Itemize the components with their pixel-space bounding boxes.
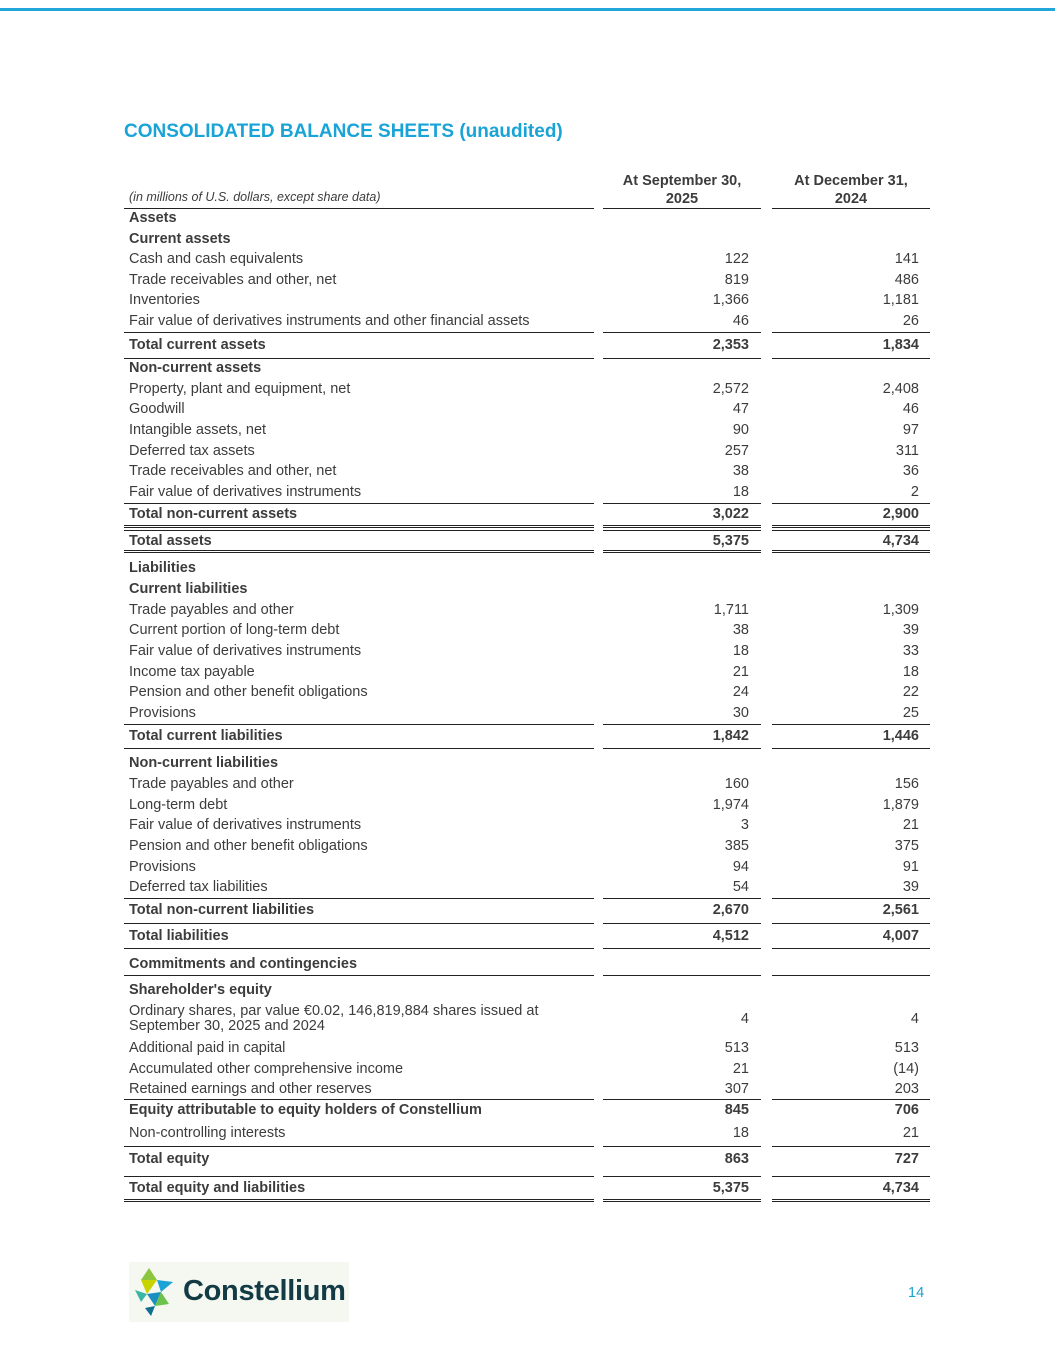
value-2024: 1,879 [882,797,919,813]
table-rule [124,1199,594,1202]
value-2025: 54 [732,879,749,895]
row-label: Trade payables and other [129,776,294,792]
table-rule [603,923,761,924]
value-2024: 1,446 [882,728,919,744]
table-rule [772,1199,930,1202]
value-2024: 203 [894,1081,919,1097]
row-label: Total equity and liabilities [129,1180,306,1196]
value-2025: 385 [724,838,749,854]
table-rule [124,525,594,528]
value-2024: 156 [894,776,919,792]
table-rule [603,975,761,976]
row-label: Total liabilities [129,928,229,944]
table-rule [772,724,930,725]
table-rule [124,748,594,749]
row-label: Total current assets [129,337,266,353]
value-2024: 1,181 [882,292,919,308]
value-2025: 4 [740,1011,749,1027]
value-2025: 94 [732,859,749,875]
page-title: CONSOLIDATED BALANCE SHEETS (unaudited) [124,121,563,142]
value-2024: 1,834 [882,337,919,353]
table-rule [603,503,761,504]
table-rule [603,1099,761,1100]
row-label: Pension and other benefit obligations [129,838,368,854]
value-2024: 25 [902,705,919,721]
row-label: Income tax payable [129,664,255,680]
table-rule [124,503,594,504]
value-2024: 18 [902,664,919,680]
table-rule [603,898,761,899]
column-header-dec-2024 [772,172,930,208]
table-rule [772,530,930,531]
row-label: Total assets [129,533,212,549]
value-2025: 307 [724,1081,749,1097]
row-label: Fair value of derivatives instruments [129,817,362,833]
table-rule [772,748,930,749]
value-2025: 21 [732,1061,749,1077]
table-rule [772,923,930,924]
value-2025: 38 [732,622,749,638]
value-2024: 2 [910,484,919,500]
value-2024: 4,734 [882,1180,919,1196]
row-label: Total non-current liabilities [129,902,315,918]
row-label: Provisions [129,859,196,875]
row-label: Provisions [129,705,196,721]
value-2025: 5,375 [712,533,749,549]
value-2024: 97 [902,422,919,438]
table-rule [124,975,594,976]
value-2024: 2,408 [882,381,919,397]
table-rule [603,525,761,528]
table-rule [772,525,930,528]
row-label: Current assets [129,231,231,247]
table-rule [603,1199,761,1202]
value-2025: 2,572 [712,381,749,397]
value-2024: 375 [894,838,919,854]
value-2024: 1,309 [882,602,919,618]
value-2024: 21 [902,1125,919,1141]
value-2024: 4,734 [882,533,919,549]
value-2024: 39 [902,622,919,638]
table-rule [772,1146,930,1147]
row-label: Non-controlling interests [129,1125,286,1141]
table-rule [603,530,761,531]
value-2025: 160 [724,776,749,792]
value-2025: 1,366 [712,292,749,308]
table-rule [772,550,930,553]
table-rule [603,332,761,333]
value-2025: 1,711 [713,602,749,618]
table-rule [772,898,930,899]
table-rule [124,1176,594,1177]
row-label: Non-current assets [129,360,262,376]
top-accent-rule [0,8,1055,11]
value-2024: 4 [910,1011,919,1027]
table-rule [772,1099,930,1100]
value-2025: 1,842 [712,728,749,744]
row-label: Current portion of long-term debt [129,622,340,638]
constellium-mark-icon [135,1268,179,1316]
row-label: Cash and cash equivalents [129,251,304,267]
value-2025: 47 [732,401,749,417]
value-2024: 513 [894,1040,919,1056]
value-2024: 141 [894,251,919,267]
value-2025: 863 [724,1151,749,1167]
row-label: Current liabilities [129,581,248,597]
value-2024: 36 [902,463,919,479]
value-2025: 30 [732,705,749,721]
value-2025: 90 [732,422,749,438]
value-2024: 46 [902,401,919,417]
table-rule [124,1146,594,1147]
table-rule [603,1176,761,1177]
row-label: Accumulated other comprehensive income [129,1061,404,1077]
row-label: Additional paid in capital [129,1040,286,1056]
value-2024: 26 [902,313,919,329]
value-2024: 33 [902,643,919,659]
value-2024: 2,561 [882,902,919,918]
table-rule [124,923,594,924]
value-2025: 845 [724,1102,749,1118]
table-rule [124,530,594,531]
value-2025: 2,353 [712,337,749,353]
value-2024: 706 [894,1102,919,1118]
row-label: Fair value of derivatives instruments [129,484,362,500]
table-rule [124,332,594,333]
table-rule [124,550,594,553]
value-2024: 727 [894,1151,919,1167]
value-2025: 1,974 [712,797,749,813]
page-number: 14 [908,1285,925,1301]
value-2025: 513 [724,1040,749,1056]
row-label: Trade payables and other [129,602,294,618]
table-rule [124,898,594,899]
table-rule [772,208,930,209]
value-2025: 46 [732,313,749,329]
value-2024: 21 [902,817,919,833]
row-label: Long-term debt [129,797,228,813]
table-rule [772,948,930,949]
value-2025: 819 [724,272,749,288]
table-rule [124,1099,594,1100]
value-2024: 39 [902,879,919,895]
table-rule [124,948,594,949]
row-label: Trade receivables and other, net [129,272,337,288]
value-2025: 2,670 [712,902,749,918]
value-2024: 311 [895,443,919,459]
row-label: Inventories [129,292,200,308]
table-rule [772,332,930,333]
value-2024: 22 [902,684,919,700]
table-rule [603,358,761,359]
row-label: Non-current liabilities [129,755,279,771]
column-header-line: At December 31, [794,173,908,189]
units-caption: (in millions of U.S. dollars, except share data) [129,190,381,204]
row-label: Retained earnings and other reserves [129,1081,372,1097]
row-label: Fair value of derivatives instruments and other financial assets [129,313,530,329]
row-label: Deferred tax assets [129,443,255,459]
value-2024: 486 [894,272,919,288]
table-rule [603,208,761,209]
value-2025: 18 [732,1125,749,1141]
value-2024: (14) [893,1061,919,1077]
row-label: Intangible assets, net [129,422,267,438]
row-label: Commitments and contingencies [129,956,358,972]
row-label: Total equity [129,1151,210,1167]
table-rule [603,1146,761,1147]
value-2025: 3,022 [712,506,749,522]
value-2024: 4,007 [882,928,919,944]
company-logo [129,1262,349,1322]
row-label-continued: September 30, 2025 and 2024 [129,1018,325,1034]
table-rule [772,503,930,504]
value-2025: 18 [732,643,749,659]
table-rule [124,724,594,725]
row-label: Ordinary shares, par value €0.02, 146,819,884 shares issued at [129,1003,539,1019]
value-2025: 21 [732,664,749,680]
column-header-line: 2025 [665,191,699,207]
row-label: Property, plant and equipment, net [129,381,351,397]
table-rule [772,975,930,976]
row-label: Shareholder's equity [129,982,272,998]
row-label: Trade receivables and other, net [129,463,337,479]
column-header-line: At September 30, [622,173,742,189]
value-2025: 3 [740,817,749,833]
row-label: Total current liabilities [129,728,283,744]
value-2025: 24 [732,684,749,700]
table-rule [124,358,594,359]
value-2025: 38 [732,463,749,479]
table-rule [772,1176,930,1177]
value-2025: 18 [732,484,749,500]
table-rule [603,748,761,749]
table-rule [124,208,594,209]
column-header-sep-2025 [603,172,761,208]
row-label: Assets [129,210,177,226]
table-rule [603,948,761,949]
value-2025: 122 [724,251,749,267]
row-label: Goodwill [129,401,185,417]
row-label: Total non-current assets [129,506,298,522]
value-2025: 257 [724,443,749,459]
row-label: Pension and other benefit obligations [129,684,368,700]
table-rule [772,358,930,359]
table-row [124,1004,930,1036]
row-label: Liabilities [129,560,196,576]
row-label: Deferred tax liabilities [129,879,268,895]
table-rule [603,550,761,553]
value-2025: 4,512 [712,928,749,944]
row-label: Equity attributable to equity holders of Constellium [129,1102,482,1118]
row-label: Fair value of derivatives instruments [129,643,362,659]
value-2025: 5,375 [712,1180,749,1196]
logo-wordmark: Constellium [183,1275,346,1307]
value-2024: 91 [902,859,919,875]
column-header-line: 2024 [834,191,868,207]
table-rule [603,724,761,725]
value-2024: 2,900 [882,506,919,522]
